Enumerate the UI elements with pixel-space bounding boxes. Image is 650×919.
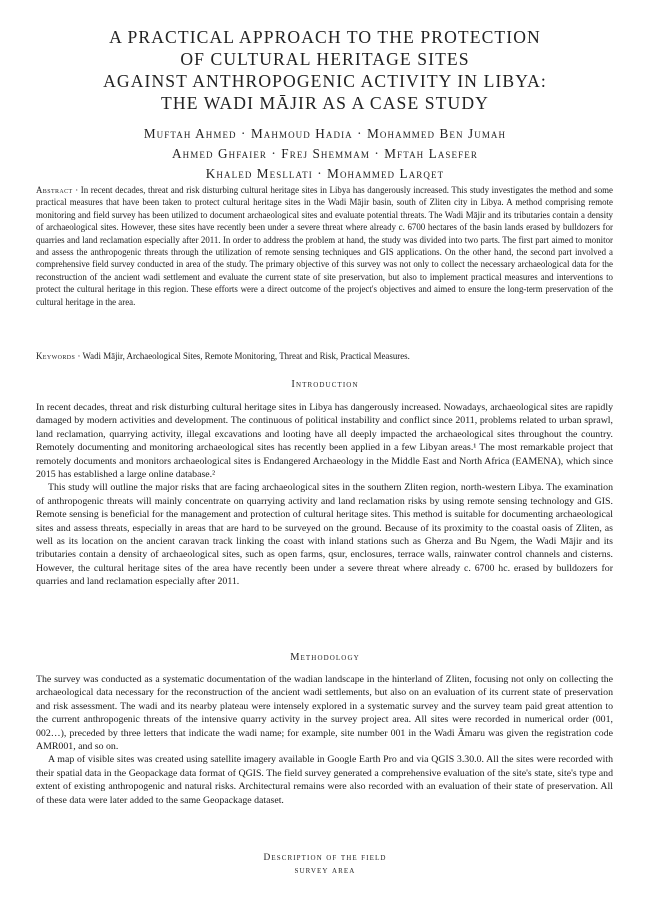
- keywords-label: Keywords: [36, 351, 76, 361]
- section-heading-field-survey: [0, 852, 650, 878]
- methodology-paragraph-2: A map of visible sites was created using satellite imagery available in Google Earth Pro and via QGIS 3.30.0. All the sites were recorded with their spatial data in the Geopackage data format of QGIS. The field survey generated a comprehensive evaluation of the site's state, site's type and extent of existing anthropogenic and natural risks. Architectural remains were also recorded with an evaluation of their state of preservation. All of these data were later added to the same Geopackage dataset.: [36, 754, 613, 806]
- introduction-paragraph-2: This study will outline the major risks that are facing archaeological sites in the southern Zliten region, north-western Libya. The examination of anthropogenic threats will mainly concentrate on quarrying activity and land reclamation risks by using remote sensing technology and GIS. Remote sensing is beneficial for the management and protection of cultural heritage sites. This method is suitable for documenting archaeological sites and assess threats, especially in areas that are hard to be surveyed on the ground. Because of its proximity to the coastal oasis of Zliten, as well as its location on the ancient caravan track linking the coast with inland stations such as Gherza and Bu Ngem, the Wadi Mājir and its tributaries contain a density of archaeological sites, such as open farms, qsur, enclosures, terrace walls, rainwater control channels and cisterns. However, the cultural heritage sites of the area have recently been under a severe threat where already c. 6700 hc. erased by bulldozers for quarries and land reclamation especially after 2011.: [36, 482, 613, 588]
- introduction-heading: Introduction: [291, 379, 359, 390]
- authors-line: Khaled Mesllati · Mohammed Larqet: [205, 166, 445, 181]
- introduction-paragraph-1: In recent decades, threat and risk disturbing cultural heritage sites in Libya has dangerously increased. Nowadays, archaeological sites are rapidly damaged by modern activities and development. The continuous of political instability and conflict since 2011, problems related to urban sprawl, land reclamation, quarrying activity, illegal excavations and looting have all deeply impacted the archaeological sites throughout the country. Remotely documenting and monitoring archaeological sites has recently been applied in a few Libyan areas.¹ The most remarkable project that remotely documents and monitors archaeological sites is Endangered Archaeology in the Middle East and North Africa (EAMENA), which since 2015 has established a large online database.²: [36, 402, 613, 481]
- author-list: [30, 124, 620, 184]
- methodology-heading: Methodology: [290, 652, 360, 663]
- introduction-body: [36, 401, 613, 589]
- methodology-body: [36, 673, 613, 807]
- methodology-paragraph-1: The survey was conducted as a systematic documentation of the wadian landscape in the hinterland of Zliten, focusing not only on collecting the archaeological data necessary for the reconstruction of the ancient wadi settlements, but also on an evaluation of its current state of preservation and risk assessment. The wadi and its nearby plateau were intensely explored in a systematic survey and the survey team paid great attention to the current anthropogenic threats of the intensive quarry activity in the survey project area. All sites were recorded in numerical order (001, 002…), preceded by three letters that indicate the wadi name; for example, site number 001 in the Wadi Āmaru was given the registration code AMR001, and so on.: [36, 674, 613, 753]
- paper-title: [40, 26, 610, 114]
- abstract-text: · In recent decades, threat and risk disturbing cultural heritage sites in Libya has dangerously increased. This study investigates the method and some practical measures that have been taken to protect cultural heritage sites in the Wadi Mājir basin, south of Zliten city in Libya. A method comprising remote monitoring and field survey has been utilized to document archaeological sites and evaluate potential threats. The Wadi Mājir and its tributaries contain a density of archaeological sites. However, these sites have recently been under a severe threat where already c. 6700 hectares of the basin lands erased by bulldozers for quarries and land reclamation especially after 2011. In order to address the problem at hand, the study was divided into two parts. The first part aimed to monitor and assess the anthropogenic threats through the utilization of remote sensing techniques and GIS applications. On the other hand, the second part involved a comprehensive field survey conducted in area of the study. The primary objective of this survey was not only to collect the necessary archaeological data for the reconstruction of the ancient wadi settlement and evaluate the current state of site preservation, but also to implement practical measures and interventions to protect the cultural heritage in this region. These efforts were a direct outcome of the project's objectives and aimed to ensure the long-term preservation of the cultural heritage in the area.: [36, 185, 613, 307]
- title-line: AGAINST ANTHROPOGENIC ACTIVITY IN LIBYA:: [103, 71, 547, 91]
- title-line: OF CULTURAL HERITAGE SITES: [180, 49, 470, 69]
- authors-line: Muftah Ahmed · Mahmoud Hadia · Mohammed Ben Jumah: [143, 126, 507, 141]
- title-line: A PRACTICAL APPROACH TO THE PROTECTION: [109, 27, 541, 47]
- section-heading-line: Description of the field: [263, 853, 387, 863]
- section-heading-line: survey area: [294, 866, 356, 876]
- abstract-label: Abstract: [36, 185, 73, 195]
- title-line: THE WADI MĀJIR AS A CASE STUDY: [161, 93, 489, 113]
- abstract: [36, 184, 613, 308]
- keywords-text: · Wadi Mājir, Archaeological Sites, Remote Monitoring, Threat and Risk, Practical Measures.: [75, 351, 410, 361]
- keywords: [36, 350, 613, 362]
- authors-line: Ahmed Ghfaier · Frej Shemmam · Mftah Lasefer: [172, 146, 478, 161]
